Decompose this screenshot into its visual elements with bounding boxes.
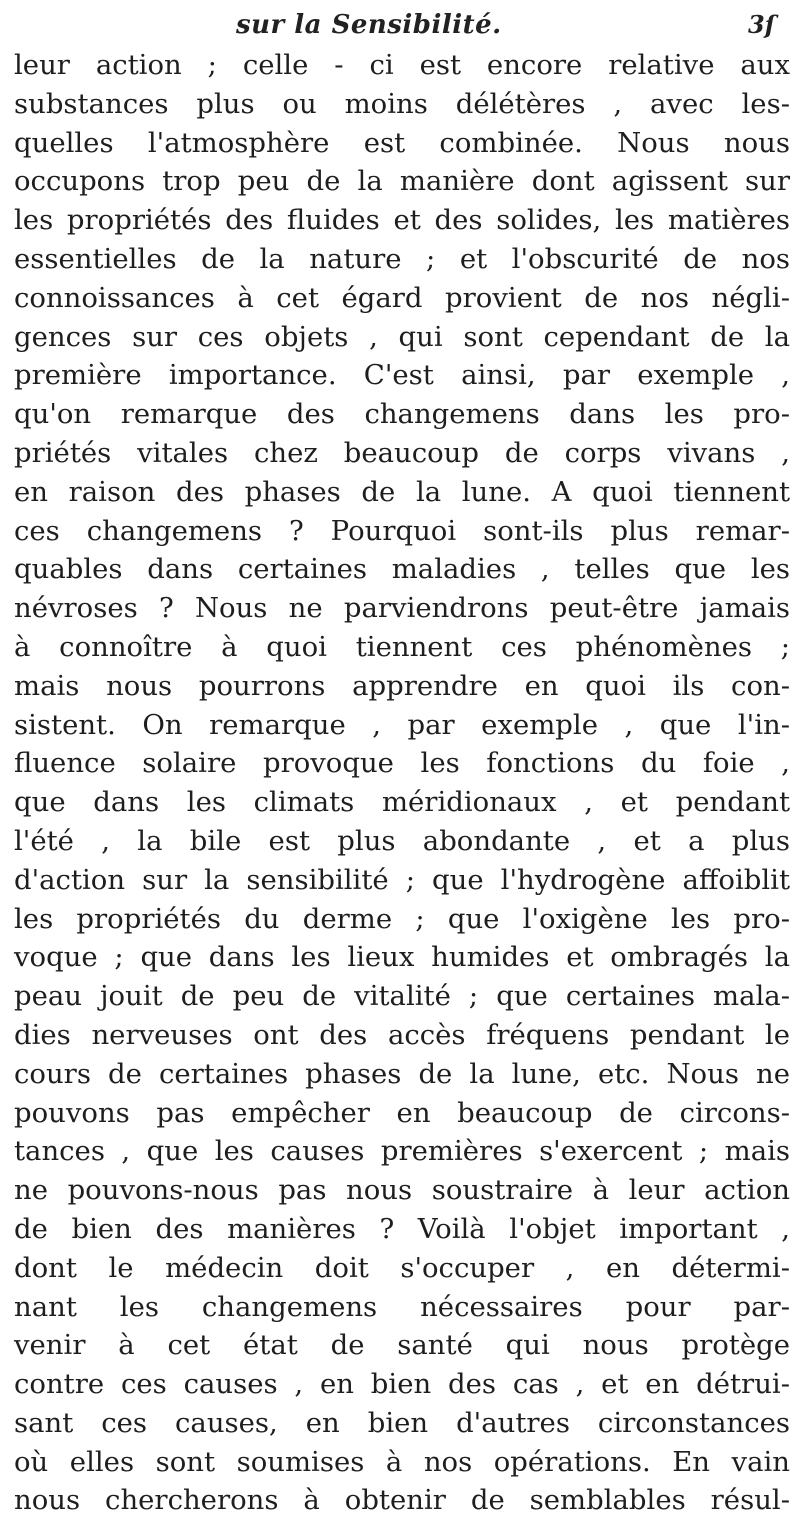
page-number: 3ſ [748, 10, 776, 39]
text-line: occupons trop peu de la manière dont agissent sur [14, 165, 790, 198]
text-line: substances plus ou moins délétères , avec les- [14, 87, 790, 120]
text-line: priétés vitales chez beaucoup de corps vivans , [14, 436, 790, 469]
text-line: mais nous pourrons apprendre en quoi ils con- [14, 669, 790, 702]
running-head [0, 10, 800, 50]
text-line: de bien des manières ? Voilà l'objet important , [14, 1212, 790, 1245]
text-line: l'été , la bile est plus abondante , et a plus [14, 824, 790, 857]
text-line: que dans les climats méridionaux , et pendant [14, 786, 790, 819]
text-line: leur action ; celle - ci est encore relative aux [14, 49, 790, 81]
text-line: d'action sur la sensibilité ; que l'hydrogène affoiblit [14, 863, 790, 896]
text-line: à connoître à quoi tiennent ces phénomènes ; [14, 630, 790, 663]
text-line: voque ; que dans les lieux humides et ombragés la [14, 941, 790, 974]
text-line: contre ces causes , en bien des cas , et en détrui- [14, 1368, 790, 1401]
text-line: nous chercherons à obtenir de semblables résul- [14, 1484, 790, 1517]
text-line: les propriétés du derme ; que l'oxigène les pro- [14, 902, 790, 935]
text-line: première importance. C'est ainsi, par exemple , [14, 359, 790, 392]
body-text [14, 46, 790, 1520]
text-line: ces changemens ? Pourquoi sont-ils plus remar- [14, 514, 790, 547]
text-line: cours de certaines phases de la lune, etc. Nous ne [14, 1057, 790, 1090]
text-line: quables dans certaines maladies , telles que les [14, 553, 790, 586]
text-line: névroses ? Nous ne parviendrons peut-être jamais [14, 592, 790, 625]
text-line: tances , que les causes premières s'exercent ; mais [14, 1135, 790, 1168]
text-line: pouvons pas empêcher en beaucoup de circons- [14, 1096, 790, 1129]
text-line: sant ces causes, en bien d'autres circonstances [14, 1406, 790, 1439]
text-line: sistent. On remarque , par exemple , que l'in- [14, 708, 790, 741]
text-line: peau jouit de peu de vitalité ; que certaines mala- [14, 980, 790, 1013]
text-line: nant les changemens nécessaires pour par- [14, 1290, 790, 1323]
text-line: venir à cet état de santé qui nous protège [14, 1329, 790, 1362]
text-line: qu'on remarque des changemens dans les pro- [14, 398, 790, 431]
text-line: gences sur ces objets , qui sont cependant de la [14, 320, 790, 353]
text-line: quelles l'atmosphère est combinée. Nous nous [14, 126, 790, 159]
text-line: en raison des phases de la lune. A quoi tiennent [14, 475, 790, 508]
text-line: connoissances à cet égard provient de nos négli- [14, 281, 790, 314]
text-line: dies nerveuses ont des accès fréquens pendant le [14, 1018, 790, 1051]
text-line: dont le médecin doit s'occuper , en détermi- [14, 1251, 790, 1284]
running-title: sur la Sensibilité. [236, 10, 502, 40]
text-line: essentielles de la nature ; et l'obscurité de nos [14, 242, 790, 275]
text-line: fluence solaire provoque les fonctions du foie , [14, 747, 790, 780]
text-line: où elles sont soumises à nos opérations. En vain [14, 1445, 790, 1478]
text-line: ne pouvons-nous pas nous soustraire à leur action [14, 1174, 790, 1207]
text-line: les propriétés des fluides et des solides, les matières [14, 204, 790, 237]
